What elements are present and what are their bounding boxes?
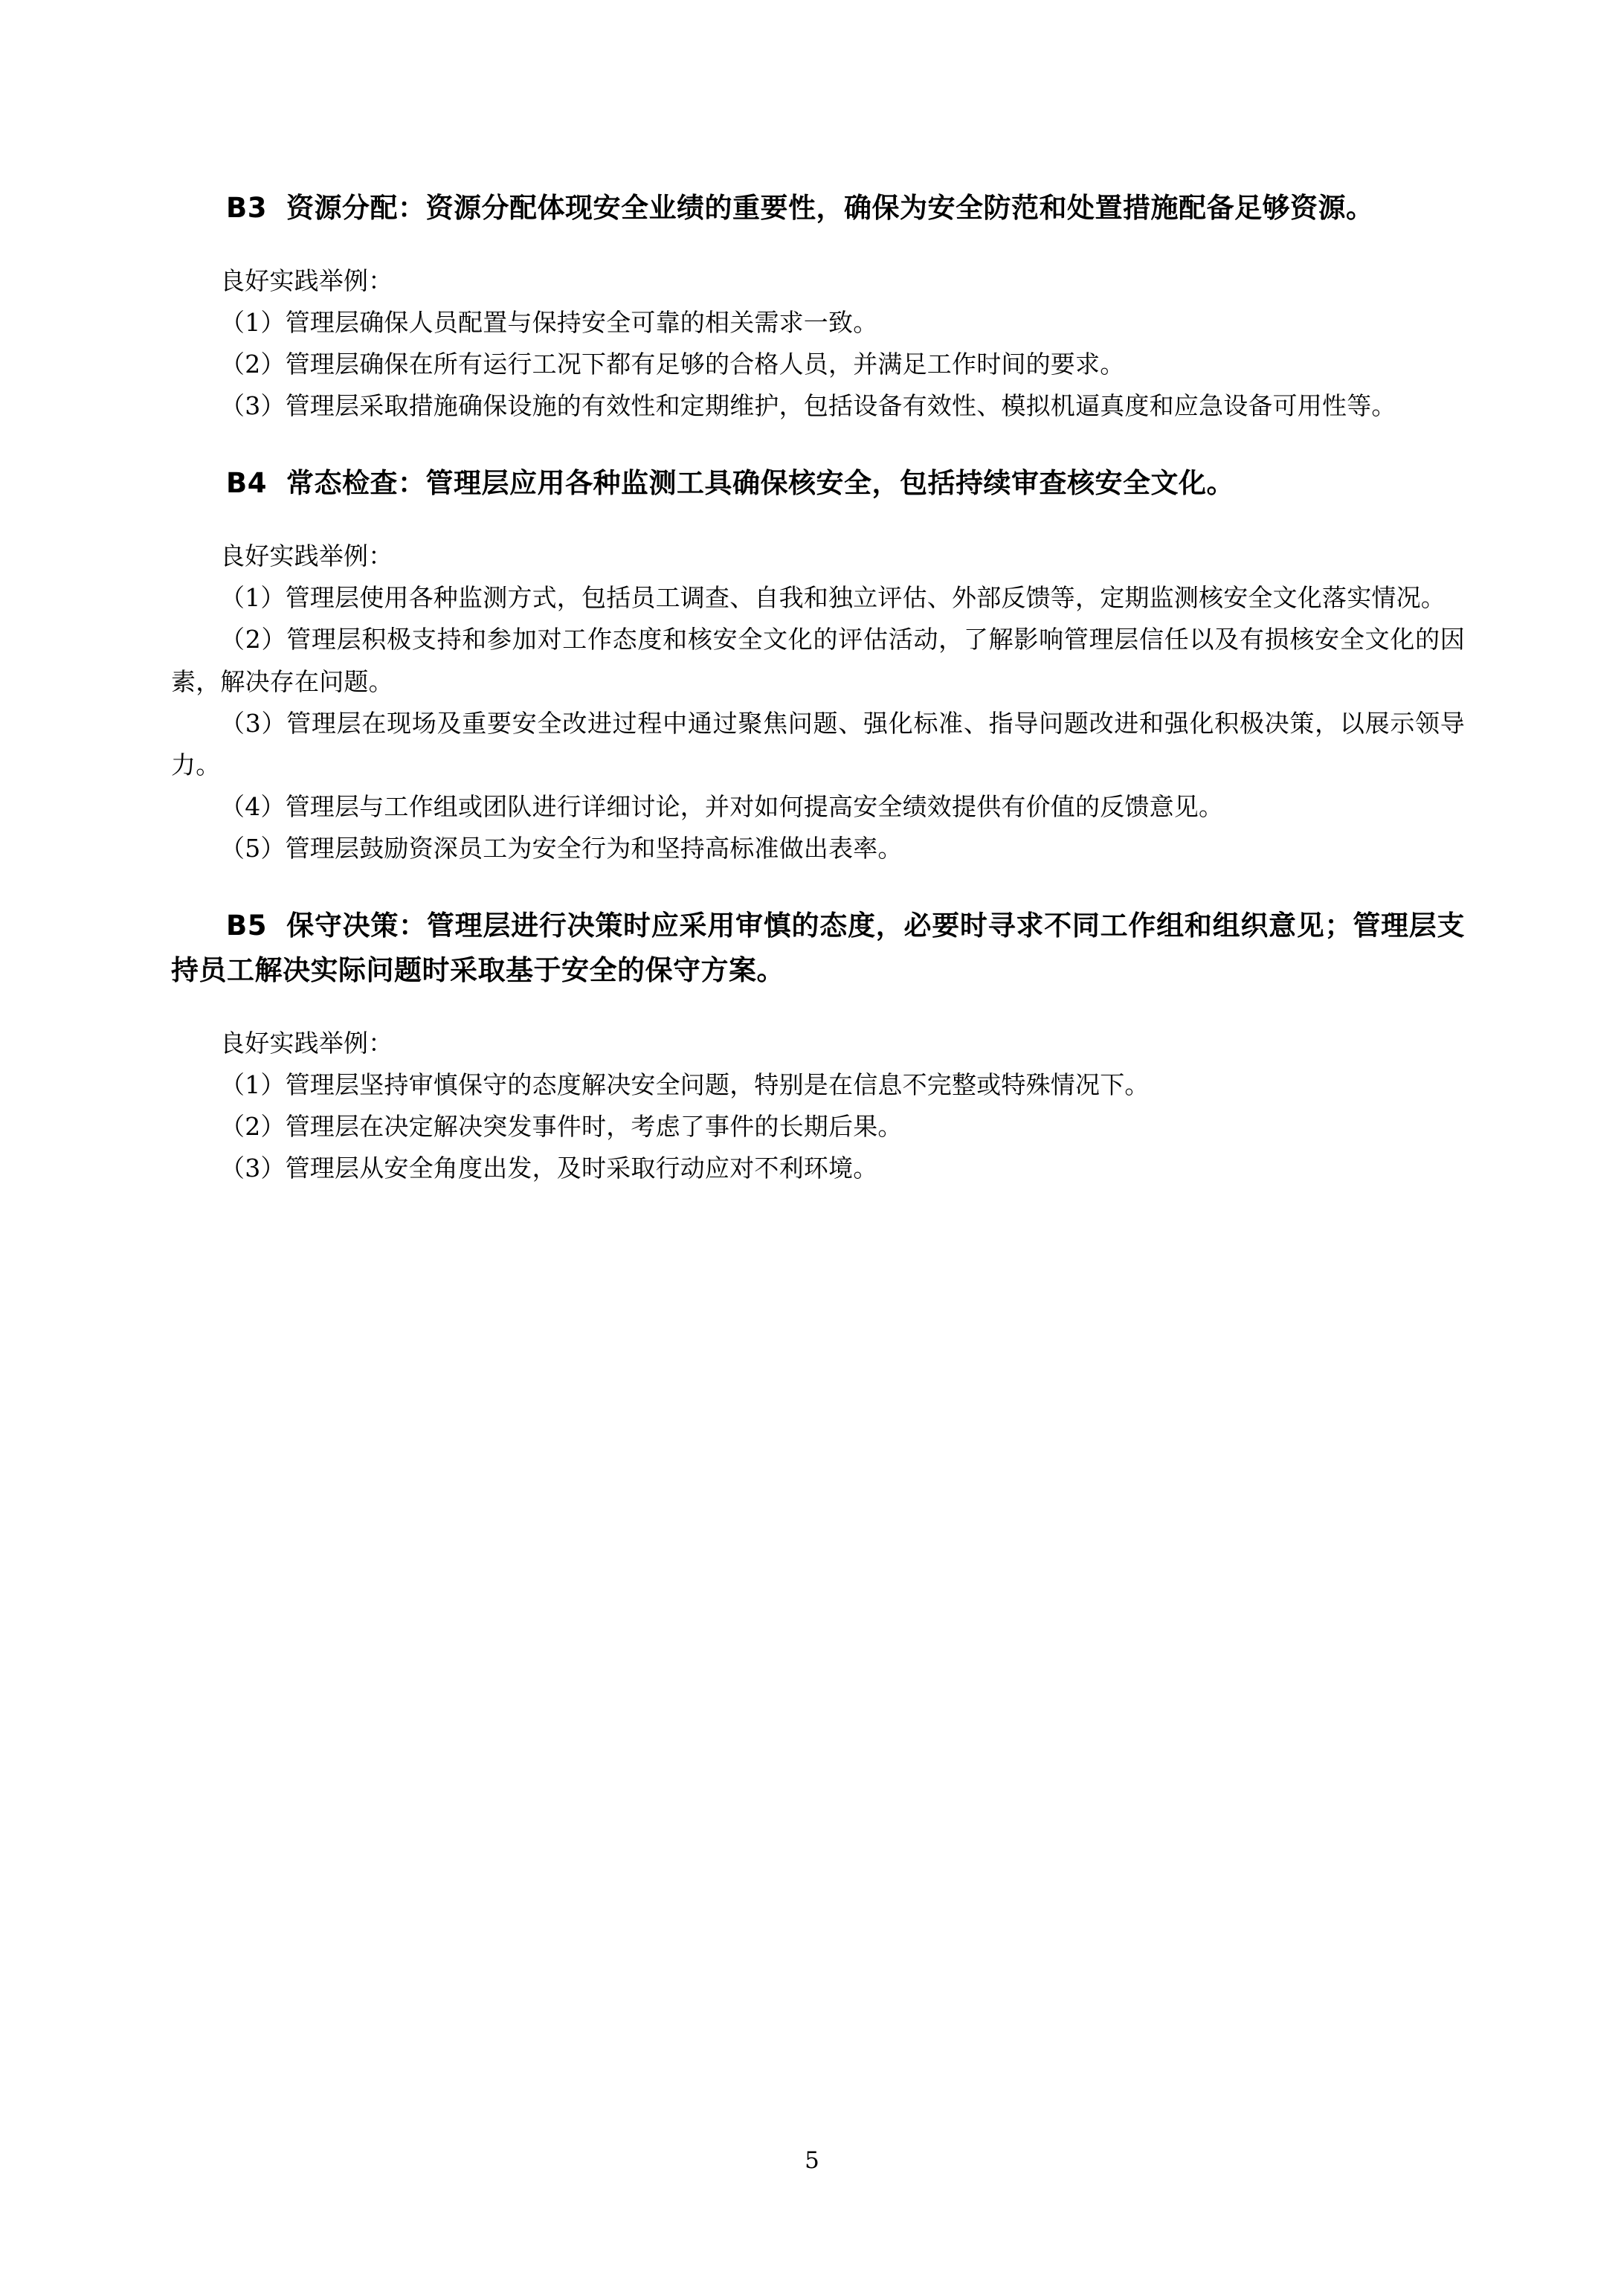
page-number: 5 [805,2147,819,2174]
section-b5-item-3: （3）管理层从安全角度出发，及时采取行动应对不利环境。 [220,1154,878,1183]
section-b3-title: 资源分配：资源分配体现安全业绩的重要性，确保为安全防范和处置措施配备足够资源。 [286,192,1374,224]
spacer [171,993,1465,1023]
section-b3 [171,186,1465,427]
section-b4-item-4: （4）管理层与工作组或团队进行详细讨论，并对如何提高安全绩效提供有价值的反馈意见。 [220,791,1224,821]
section-b4 [171,461,1465,869]
section-b4-item-1: （1）管理层使用各种监测方式，包括员工调查、自我和独立评估、外部反馈等，定期监测核安全文化落实情况。 [220,583,1446,613]
section-b4-title: 常态检查：管理层应用各种监测工具确保核安全，包括持续审查核安全文化。 [286,467,1234,500]
page-content [171,186,1465,1189]
section-b5-title: 保守决策：管理层进行决策时应采用审慎的态度，必要时寻求不同工作组和组织意见；管理层支持员工解决实际问题时采取基于安全的保守方案。 [171,910,1465,986]
section-b3-heading [171,186,1465,231]
section-b4-item-3: （3）管理层在现场及重要安全改进过程中通过聚焦问题、强化标准、指导问题改进和强化积极决策，以展示领导力。 [171,708,1465,779]
section-b4-item-5: （5）管理层鼓励资深员工为安全行为和坚持高标准做出表率。 [220,833,903,863]
section-b5-item-2: （2）管理层在决定解决突发事件时，考虑了事件的长期后果。 [220,1112,903,1142]
section-b3-item-2: （2）管理层确保在所有运行工况下都有足够的合格人员，并满足工作时间的要求。 [220,350,1125,379]
section-b5-practice-label: 良好实践举例： [220,1028,393,1058]
section-b4-practice-label: 良好实践举例： [220,541,393,571]
spacer [171,506,1465,535]
section-b5-heading [171,904,1465,993]
section-b3-code: B3 [226,192,267,224]
section-b5 [171,904,1465,1189]
section-b4-code: B4 [226,467,267,500]
section-b5-item-1: （1）管理层坚持审慎保守的态度解决安全问题，特别是在信息不完整或特殊情况下。 [220,1069,1150,1099]
section-b4-heading [171,461,1465,506]
spacer [171,231,1465,260]
section-b4-item-2: （2）管理层积极支持和参加对工作态度和核安全文化的评估活动，了解影响管理层信任以及有损核安全文化的因素，解决存在问题。 [171,625,1465,696]
section-b5-code: B5 [226,910,267,942]
section-b3-item-1: （1）管理层确保人员配置与保持安全可靠的相关需求一致。 [220,308,878,338]
section-b3-item-3: （3）管理层采取措施确保设施的有效性和定期维护，包括设备有效性、模拟机逼真度和应急设备可用性等。 [220,391,1396,421]
section-b3-practice-label: 良好实践举例： [220,266,393,295]
